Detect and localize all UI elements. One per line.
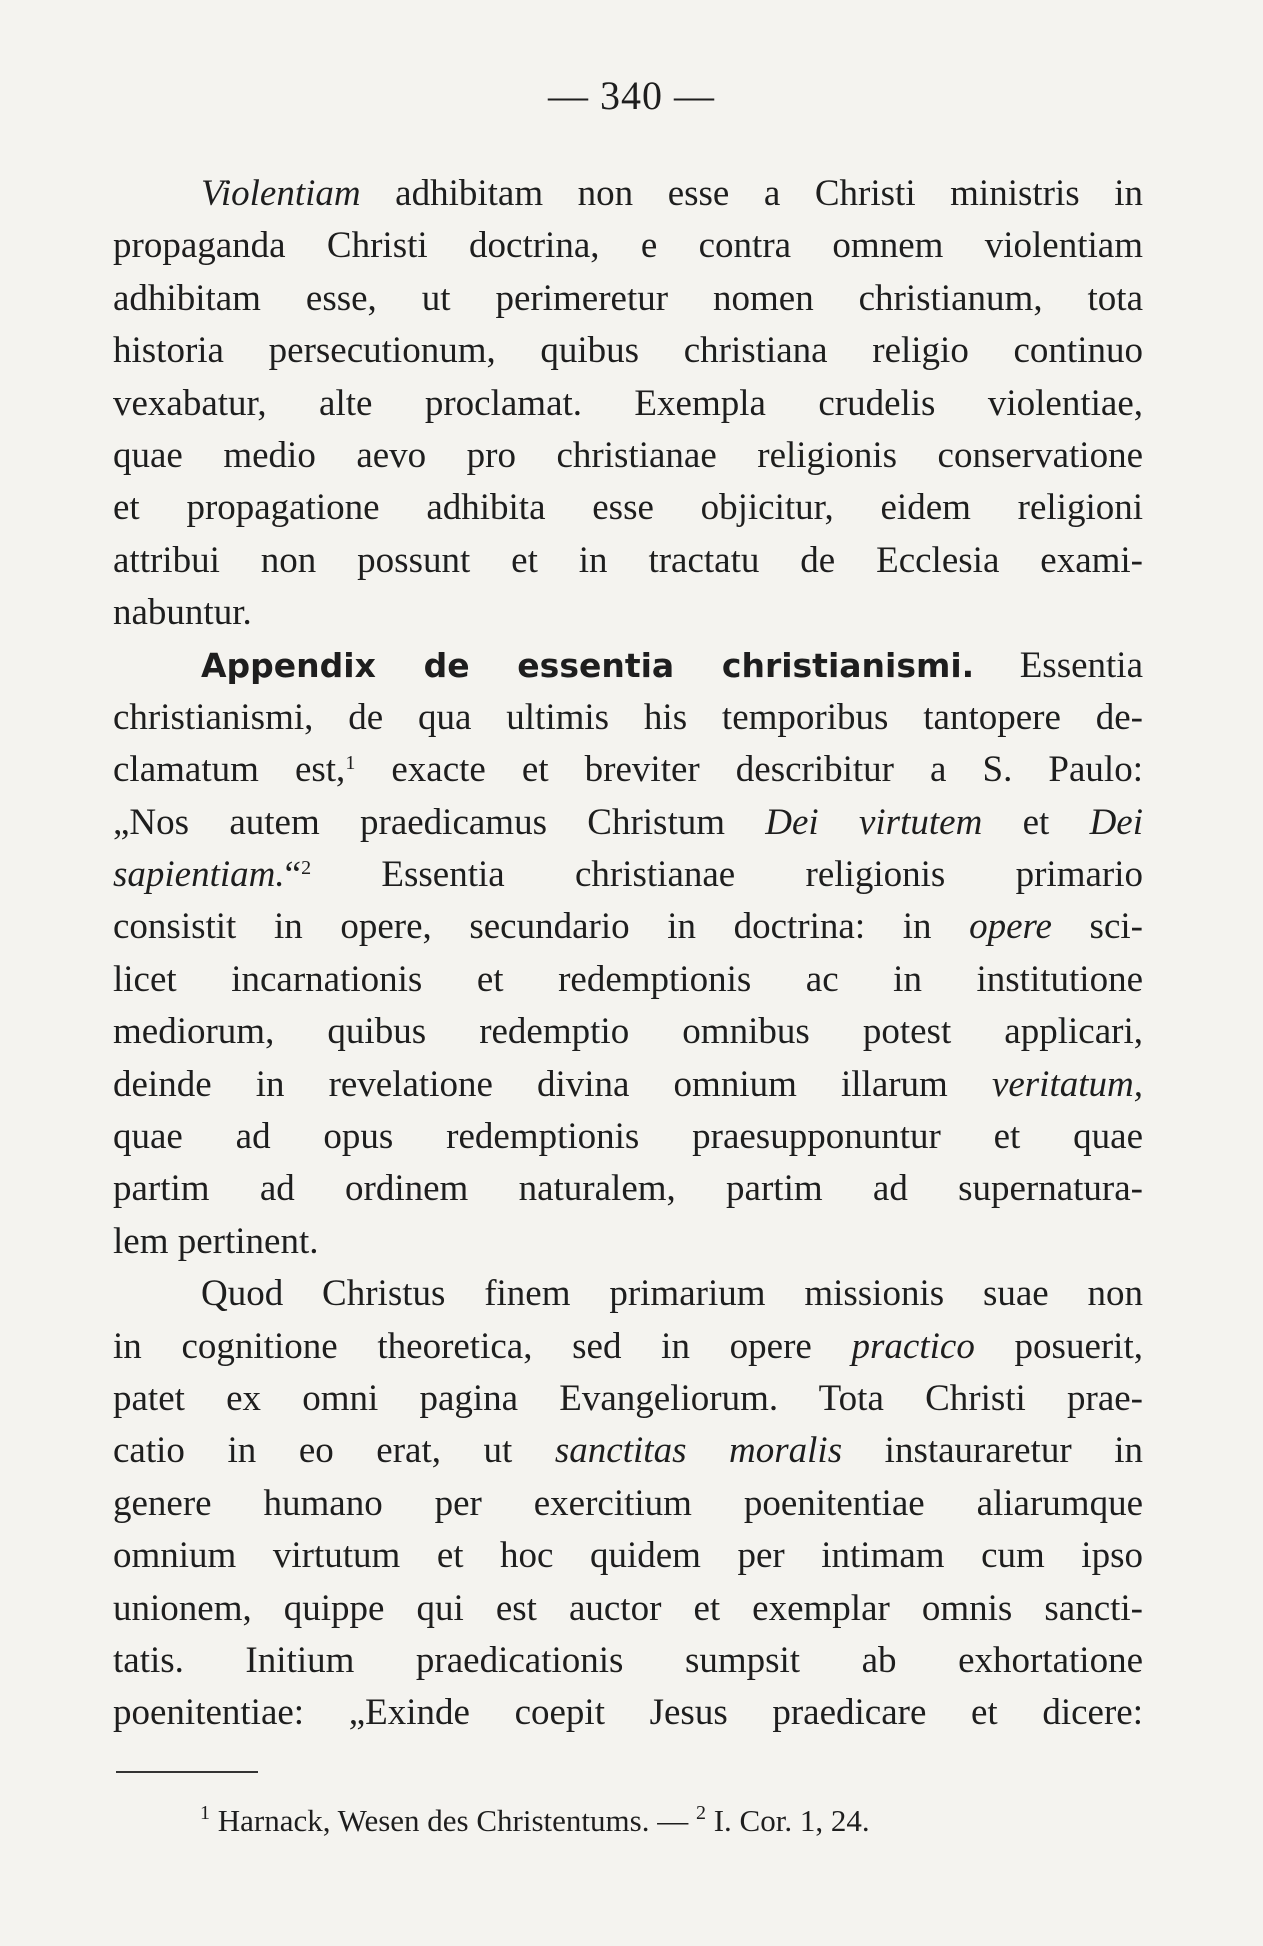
text-line: christianismi, de qua ultimis his temporibus tantopere de- bbox=[113, 696, 1143, 738]
italic-phrase: sanctitas moralis bbox=[554, 1430, 843, 1472]
text-span: Essentia bbox=[974, 644, 1143, 686]
text-line: attribui non possunt et in tractatu de Ecclesia exami- bbox=[113, 539, 1143, 581]
text-line: vexabatur, alte proclamat. Exempla crudelis violentiae, bbox=[113, 382, 1143, 424]
footnote-marker: 2 bbox=[301, 857, 312, 880]
text-line: poenitentiae: „Exinde coepit Jesus praedicare et dicere: bbox=[113, 1692, 1143, 1734]
text-line: partim ad ordinem naturalem, partim ad supernatura- bbox=[113, 1168, 1143, 1210]
section-heading: Appendix de essentia christianismi. bbox=[201, 645, 975, 685]
text-span: clamatum est, bbox=[113, 749, 346, 791]
text-line: et propagatione adhibita esse objicitur, eidem religioni bbox=[113, 487, 1143, 529]
italic-phrase: Dei virtutem bbox=[765, 801, 983, 843]
text-line bbox=[113, 901, 1143, 953]
text-span: catio in eo erat, ut bbox=[113, 1430, 555, 1472]
text-span: in cognitione theoretica, sed in opere bbox=[113, 1325, 852, 1367]
text-span: posuerit, bbox=[974, 1325, 1143, 1367]
italic-phrase: Dei bbox=[1089, 801, 1143, 843]
text-line bbox=[113, 1321, 1143, 1373]
text-line: quae medio aevo pro christianae religionis conservatione bbox=[113, 434, 1143, 476]
footnote-number: 1 bbox=[200, 1802, 210, 1824]
italic-phrase: sapientiam. bbox=[113, 854, 285, 896]
footnote-number: 2 bbox=[695, 1802, 706, 1824]
text-line: tatis. Initium praedicationis sumpsit ab exhortatione bbox=[113, 1639, 1143, 1681]
text-line bbox=[113, 168, 1143, 220]
text-line: adhibitam esse, ut perimeretur nomen christianum, tota bbox=[113, 277, 1143, 319]
text-line: Quod Christus finem primarium missionis suae non bbox=[201, 1273, 1143, 1315]
text-line bbox=[113, 1059, 1143, 1111]
italic-word: veritatum, bbox=[991, 1063, 1143, 1105]
text-line: patet ex omni pagina Evangeliorum. Tota Christi prae- bbox=[113, 1377, 1143, 1419]
italic-word: practico bbox=[851, 1325, 975, 1367]
text-span: adhibitam non esse a Christi ministris in bbox=[360, 173, 1143, 214]
text-line: licet incarnationis et redemptionis ac in institutione bbox=[113, 958, 1143, 1000]
text-line: genere humano per exercitium poenitentiae aliarumque bbox=[113, 1482, 1143, 1524]
body-text bbox=[113, 168, 1143, 1740]
text-line: quae ad opus redemptionis praesupponuntur et quae bbox=[113, 1116, 1143, 1158]
text-line: omnium virtutum et hoc quidem per intimam cum ipso bbox=[113, 1535, 1143, 1577]
text-line: propaganda Christi doctrina, e contra omnem violentiam bbox=[113, 225, 1143, 267]
page-number: — 340 — bbox=[548, 73, 715, 118]
text-span: „Nos autem praedicamus Christum bbox=[113, 801, 766, 843]
text-span: et bbox=[982, 801, 1090, 843]
text-line: nabuntur. bbox=[113, 592, 252, 634]
footnote-text: Harnack, Wesen des Christentums. — bbox=[210, 1803, 696, 1838]
footnote-text: I. Cor. 1, 24. bbox=[705, 1803, 870, 1838]
text-line bbox=[113, 744, 1143, 796]
italic-word: Violentiam bbox=[201, 173, 361, 214]
text-span: deinde in revelatione divina omnium illarum bbox=[113, 1063, 992, 1105]
footnote bbox=[200, 1800, 870, 1842]
text-span: exacte et breviter describitur a S. Paulo: bbox=[355, 749, 1143, 791]
text-span: instauraretur in bbox=[842, 1430, 1143, 1472]
text-line: lem pertinent. bbox=[113, 1220, 319, 1262]
text-line bbox=[113, 797, 1143, 849]
text-line: historia persecutionum, quibus christiana religio continuo bbox=[113, 330, 1143, 372]
italic-word: opere bbox=[969, 906, 1052, 948]
footnote-divider bbox=[116, 1771, 258, 1773]
text-line: mediorum, quibus redemptio omnibus potest applicari, bbox=[113, 1011, 1143, 1053]
text-line: unionem, quippe qui est auctor et exemplar omnis sancti- bbox=[113, 1587, 1143, 1629]
footnote-marker: 1 bbox=[345, 752, 356, 775]
text-line bbox=[113, 1425, 1143, 1477]
text-span: consistit in opere, secundario in doctrina: in bbox=[113, 906, 970, 948]
text-line bbox=[113, 640, 1143, 692]
text-span: sci- bbox=[1051, 906, 1143, 948]
text-span: Essentia christianae religionis primario bbox=[311, 854, 1143, 896]
text-line bbox=[113, 849, 1143, 901]
text-span: “ bbox=[284, 854, 302, 896]
